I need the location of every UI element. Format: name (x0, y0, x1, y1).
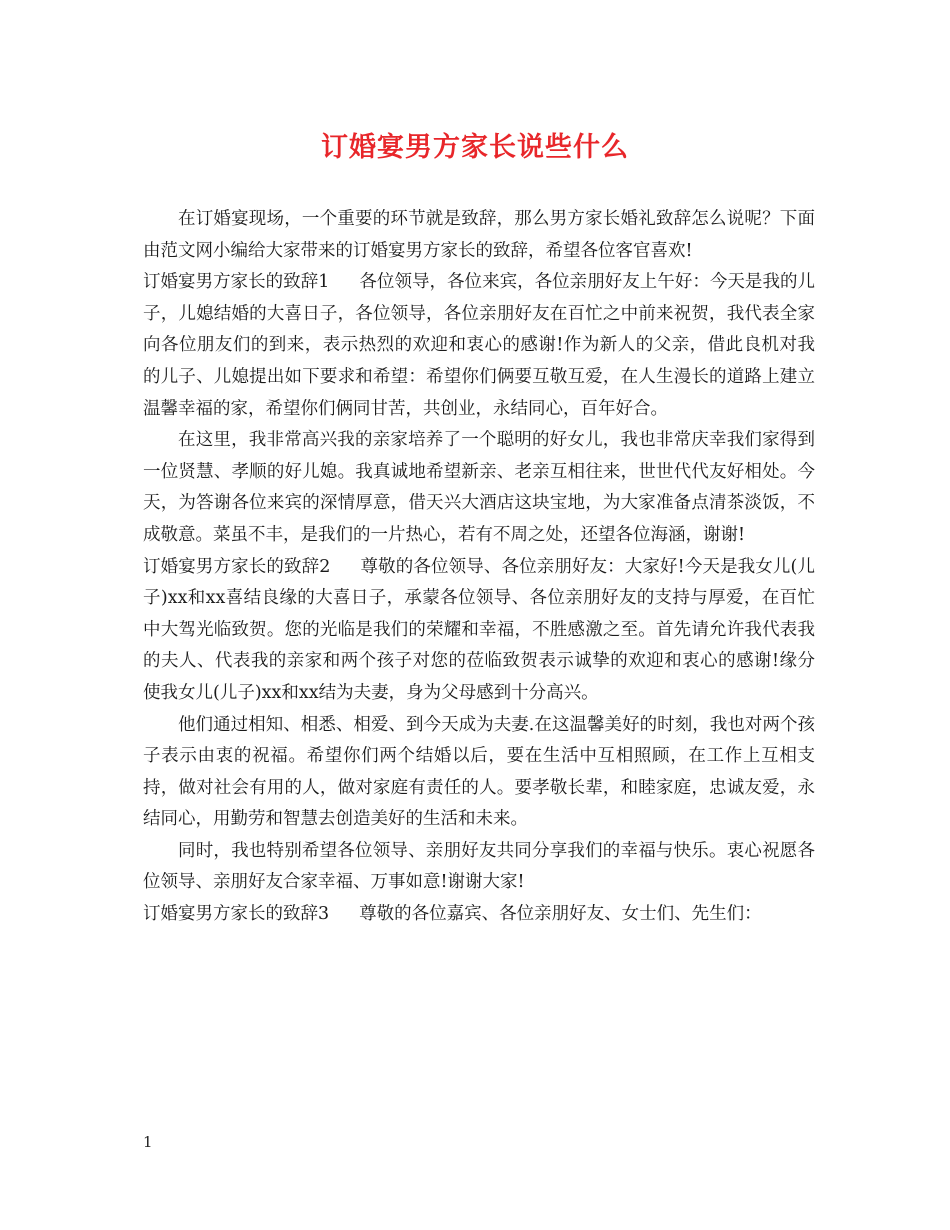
intro-paragraph (143, 204, 815, 267)
paragraph-text: 各位领导，各位来宾，各位亲朋好友上午好：今天是我的儿子，儿媳结婚的大喜日子，各位领导，各位亲朋好友在百忙之中前来祝贺，我代表全家向各位朋友们的到来，表示热烈的欢迎和衷心的感谢!作为新人的父亲，借此良机对我的儿子、儿媳提出如下要求和希望：希望你们俩要互敬互爱，在人生漫长的道路上建立温馨幸福的家，希望你们俩同甘苦，共创业，永结同心，百年好合。 (143, 272, 815, 419)
speech-heading: 订婚宴男方家长的致辞2 (143, 556, 331, 577)
paragraph-text: 在订婚宴现场，一个重要的环节就是致辞，那么男方家长婚礼致辞怎么说呢？下面由范文网小编给大家带来的订婚宴男方家长的致辞，希望各位客官喜欢! (143, 209, 815, 261)
speech-2-paragraph (143, 552, 815, 710)
speech-2-closing (143, 836, 815, 899)
document-body (143, 204, 815, 931)
paragraph-text: 同时，我也特别希望各位领导、亲朋好友共同分享我们的幸福与快乐。衷心祝愿各位领导、亲朋好友合家幸福、万事如意!谢谢大家! (143, 840, 815, 893)
speech-1-continuation (143, 425, 815, 551)
page-number: 1 (143, 1133, 153, 1151)
speech-heading: 订婚宴男方家长的致辞3 (143, 904, 330, 925)
speech-3-paragraph (143, 899, 815, 931)
paragraph-text: 他们通过相知、相悉、相爱、到今天成为夫妻.在这温馨美好的时刻，我也对两个孩子表示由衷的祝福。希望你们两个结婚以后，要在生活中互相照顾，在工作上互相支持，做对社会有用的人，做对家庭有责任的人。要孝敬长辈，和睦家庭，忠诚友爱，永结同心，用勤劳和智慧去创造美好的生活和未来。 (143, 714, 815, 830)
speech-2-continuation (143, 710, 815, 836)
paragraph-text: 尊敬的各位嘉宾、各位亲朋好友、女士们、先生们： (359, 904, 762, 925)
paragraph-text: 尊敬的各位领导、各位亲朋好友：大家好!今天是我女儿(儿子)xx和xx喜结良缘的大喜日子，承蒙各位领导、各位亲朋好友的支持与厚爱，在百忙中大驾光临致贺。您的光临是我们的荣耀和幸福，不胜感激之至。首先请允许我代表我的夫人、代表我的亲家和两个孩子对您的莅临致贺表示诚挚的欢迎和衷心的感谢!缘分使我女儿(儿子)xx和xx结为夫妻，身为父母感到十分高兴。 (143, 556, 816, 703)
speech-heading: 订婚宴男方家长的致辞1 (143, 272, 330, 293)
document-title: 订婚宴男方家长说些什么 (321, 132, 629, 163)
paragraph-text: 在这里，我非常高兴我的亲家培养了一个聪明的好女儿，我也非常庆幸我们家得到一位贤慧、孝顺的好儿媳。我真诚地希望新亲、老亲互相往来，世世代代友好相处。今天，为答谢各位来宾的深情厚意，借天兴大酒店这块宝地，为大家准备点清茶淡饭，不成敬意。菜虽不丰，是我们的一片热心，若有不周之处，还望各位海涵，谢谢! (143, 430, 815, 545)
speech-1-paragraph (143, 267, 815, 425)
